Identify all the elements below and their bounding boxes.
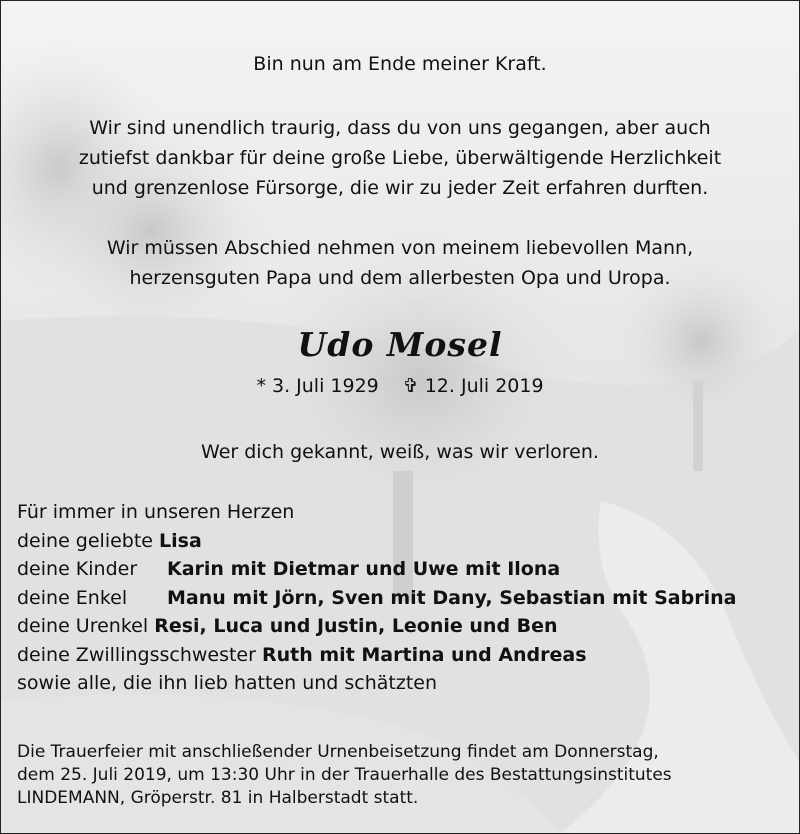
funeral-line: dem 25. Juli 2019, um 13:30 Uhr in der Trauerhalle des Bestattungsinstitutes (17, 765, 672, 785)
family-relation: deine Zwillingsschwester (17, 643, 256, 666)
message-line: Wir müssen Abschied nehmen von meinem liebevollen Mann, (106, 237, 694, 259)
message-line: zutiefst dankbar für deine große Liebe, überwältigende Herzlichkeit (78, 147, 722, 169)
message-line: Wir sind unendlich traurig, dass du von uns gegangen, aber auch (89, 117, 711, 139)
obituary-text (1, 1, 799, 833)
family-list (17, 498, 736, 698)
family-names: Karin mit Dietmar und Uwe mit Ilona (167, 558, 561, 580)
funeral-line: Die Trauerfeier mit anschließender Urnenbeisetzung findet am Donnerstag, (17, 742, 659, 762)
family-names: Ruth mit Martina und Andreas (262, 643, 587, 666)
message-line: herzensguten Papa und dem allerbesten Opa und Uropa. (129, 267, 671, 289)
life-dates (1, 371, 799, 401)
message-paragraph-2 (1, 233, 799, 293)
quote: Wer dich gekannt, weiß, was wir verloren. (201, 441, 599, 463)
funeral-notice (17, 741, 672, 810)
family-closing: sowie alle, die ihn lieb hatten und schätzten (17, 672, 438, 694)
family-row (17, 584, 736, 613)
family-relation: deine geliebte (17, 529, 153, 552)
family-row (17, 612, 736, 641)
death-date: ✞ 12. Juli 2019 (402, 375, 544, 397)
family-relation: deine Enkel (17, 586, 128, 609)
family-names: Manu mit Jörn, Sven mit Dany, Sebastian mit Sabrina (167, 586, 737, 609)
family-relation: deine Kinder (17, 558, 138, 580)
birth-date: * 3. Juli 1929 (256, 375, 379, 397)
opening-line: Bin nun am Ende meiner Kraft. (253, 53, 547, 75)
deceased-name: Udo Mosel (297, 325, 503, 364)
family-relation: deine Urenkel (17, 615, 149, 637)
message-paragraph-1 (1, 113, 799, 203)
family-row (17, 527, 736, 556)
family-row (17, 555, 736, 584)
family-intro: Für immer in unseren Herzen (17, 501, 295, 523)
funeral-line: LINDEMANN, Gröperstr. 81 in Halberstadt statt. (17, 788, 419, 808)
family-row (17, 641, 736, 670)
message-line: und grenzenlose Fürsorge, die wir zu jeder Zeit erfahren durften. (91, 177, 709, 199)
family-names: Lisa (159, 529, 202, 552)
family-names: Resi, Luca und Justin, Leonie und Ben (154, 615, 558, 637)
